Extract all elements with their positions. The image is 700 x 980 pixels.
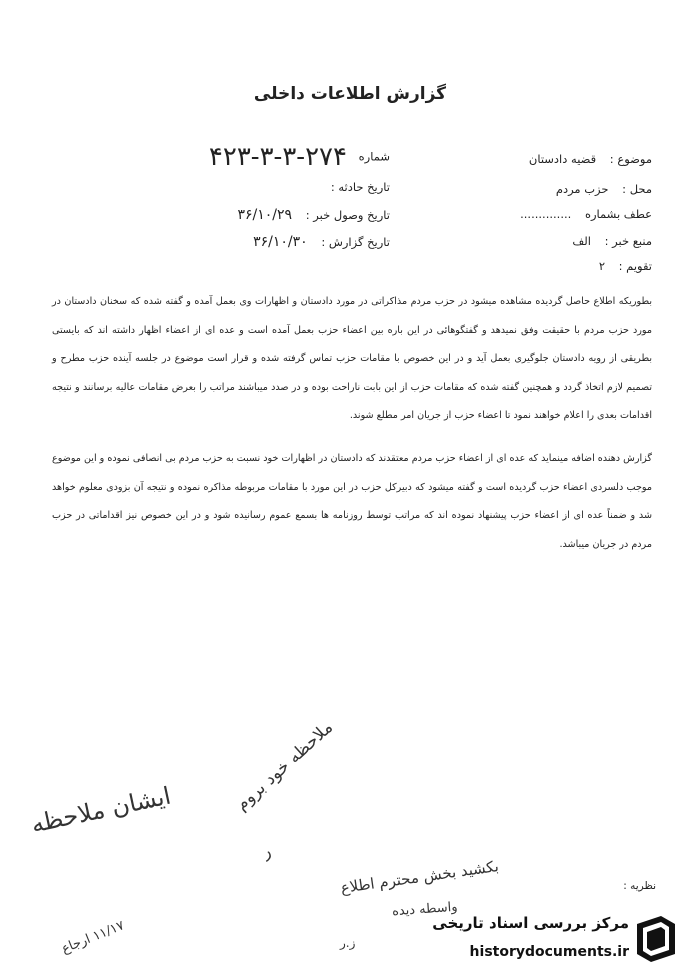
source-value: الف (572, 234, 591, 248)
location-value: حزب مردم (555, 182, 609, 196)
document-title: گزارش اطلاعات داخلی (253, 84, 447, 104)
watermark-title: مرکز بررسی اسناد تاریخی (432, 914, 629, 932)
evaluation-field (599, 259, 652, 273)
location-field (556, 182, 652, 196)
report-body (52, 288, 652, 559)
report-date-field (253, 234, 390, 250)
receipt-date-label: تاریخ وصول خبر : (305, 208, 390, 222)
source-field (572, 234, 652, 248)
handwritten-sub-note: واسطه دیده (391, 899, 459, 920)
handwritten-center-note: ملاحظه خود بروم (232, 717, 338, 815)
receipt-date-value: ۳۶/۱۰/۲۹ (237, 207, 293, 223)
archive-watermark (432, 908, 685, 970)
reference-field (520, 207, 652, 221)
body-paragraph-1: بطوریکه اطلاع حاصل گردیده مشاهده میشود در حزب مردم مذاکراتی در مورد دادستان و اظهارات وی بعمل آمده و گفته شده که سخنان دادستان در مورد حزب مردم با حقیقت وفق نمیدهد و گفتگوهائی در این باره بین اعضاء حزب بعمل آمده است و عده ای از اعضاء اظهار داشته اند که بایستی بطریقی از رویه دادستان جلوگیری بعمل آید و در این خصوص با مقامات حزب تماس گرفته شده و قرار است موضوع در جلسه آینده حزب مطرح و تصمیم لازم اتخاذ گردد و همچنین گفته شده که مقامات حزب از این بابت ناراحت بوده و در صدد میباشند مراتب را بعرض مقامات عالیه برسانند و نتیجه اقدامات بعدی را اعلام خواهند نمود تا اعضاء حزب از جریان امر مطلع شوند. (52, 296, 652, 422)
handwritten-initials: ر (257, 841, 274, 862)
report-number-label: شماره (358, 149, 390, 164)
handwritten-bottom-note: بکشید بخش محترم اطلاع (339, 856, 500, 898)
subject-value: قضیه دادستان (528, 152, 597, 166)
reference-label: عطف بشماره (584, 207, 652, 221)
receipt-date-field (238, 207, 390, 223)
archive-logo-icon (631, 912, 681, 964)
report-date-label: تاریخ گزارش : (321, 235, 390, 249)
source-label: منبع خبر : (604, 234, 652, 248)
report-number-value: ۴۲۳-۳-۳-۲۷۴ (208, 142, 347, 172)
handwritten-signature: ز.ر (340, 936, 356, 950)
body-paragraph-2: گزارش دهنده اضافه مینماید که عده ای از اعضاء حزب مردم معتقدند که دادستان در اظهارات خود نسبت به حزب مردم بی انصافی نموده و این موضوع موجب دلسردی اعضاء حزب گردیده است و گفته میشود که دبیرکل حزب در این مورد با مقامات مربوطه مذاکره نموده و نتیجه آن بزودی معلوم خواهد شد و ضمناً عده ای از اعضاء حزب پیشنهاد نموده اند که مراتب توسط روزنامه ها بسمع عموم رسانیده شود و در این خصوص نیز اقداماتی در حزب مردم در جریان میباشد. (52, 452, 652, 550)
evaluation-value: ۲ (598, 259, 605, 273)
handwritten-date-note: ۱۱/۱۷ ارجاع (59, 918, 127, 957)
incident-date-label: تاریخ حادثه : (330, 180, 390, 194)
report-number-field (209, 142, 390, 172)
handwritten-left-margin: ایشان ملاحظه (28, 781, 174, 839)
report-date-value: ۳۶/۱۰/۳۰ (253, 234, 308, 250)
subject-field (529, 152, 652, 166)
evaluation-label: تقویم : (618, 259, 652, 273)
reference-value: .............. (520, 207, 572, 221)
incident-date-field (317, 180, 390, 194)
subject-label: موضوع : (609, 152, 652, 166)
location-label: محل : (622, 182, 652, 196)
opinion-label: نظریه : (623, 880, 656, 892)
watermark-url: historydocuments.ir (469, 944, 629, 960)
